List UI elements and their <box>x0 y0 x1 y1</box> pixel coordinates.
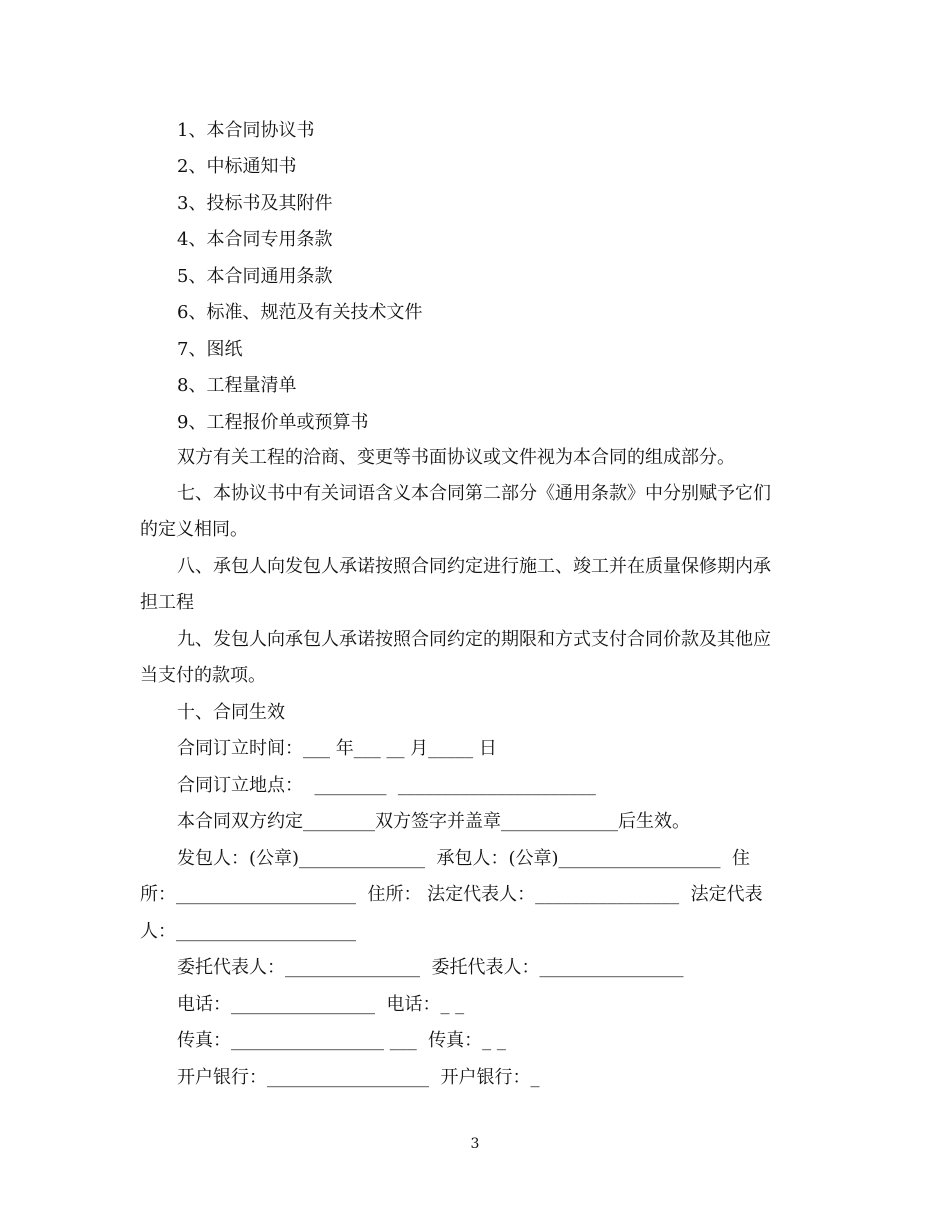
effective-clause: 本合同双方约定________双方签字并盖章_____________后生效。 <box>177 811 690 832</box>
paragraph-7: 七、本协议书中有关词语含义本合同第二部分《通用条款》中分别赋予它们 <box>177 483 771 504</box>
paragraph-composition: 双方有关工程的洽商、变更等书面协议或文件视为本合同的组成部分。 <box>177 447 735 468</box>
party-line: 所：____________________ 住所： 法定代表人：________________ 法定代表 <box>140 884 763 905</box>
list-item: 5、本合同通用条款 <box>177 266 333 287</box>
list-item: 3、投标书及其附件 <box>177 193 333 214</box>
page-number: 3 <box>470 1136 480 1152</box>
paragraph-10-title: 十、合同生效 <box>177 702 285 723</box>
list-item: 8、工程量清单 <box>177 375 297 396</box>
delegate-field: 委托代表人：_______________ 委托代表人：________________ <box>177 957 684 978</box>
sign-place-field: 合同订立地点： ________ ______________________ <box>177 775 596 796</box>
paragraph-9: 九、发包人向承包人承诺按照合同约定的期限和方式支付合同价款及其他应 <box>177 629 771 650</box>
list-item: 2、中标通知书 <box>177 156 297 177</box>
paragraph-8-continued: 担工程 <box>140 592 194 613</box>
list-item: 7、图纸 <box>177 339 243 360</box>
phone-field: 电话：________________ 电话：_ _ <box>177 994 465 1015</box>
paragraph-7-continued: 的定义相同。 <box>140 519 248 540</box>
sign-time-field: 合同订立时间：___ 年___ __ 月_____ 日 <box>177 738 497 759</box>
fax-field: 传真：_________________ ___ 传真：_ _ <box>177 1030 506 1051</box>
list-item: 6、标准、规范及有关技术文件 <box>177 302 423 323</box>
list-item: 1、本合同协议书 <box>177 120 315 141</box>
bank-field: 开户银行：__________________ 开户银行：_ <box>177 1067 540 1088</box>
paragraph-9-continued: 当支付的款项。 <box>140 665 266 686</box>
list-item: 9、工程报价单或预算书 <box>177 412 369 433</box>
party-line: 发包人：(公章)______________ 承包人：(公章)__________________ 住 <box>177 848 750 869</box>
list-item: 4、本合同专用条款 <box>177 229 333 250</box>
paragraph-8: 八、承包人向发包人承诺按照合同约定进行施工、竣工并在质量保修期内承 <box>177 556 771 577</box>
party-line: 人：____________________ <box>140 921 356 942</box>
